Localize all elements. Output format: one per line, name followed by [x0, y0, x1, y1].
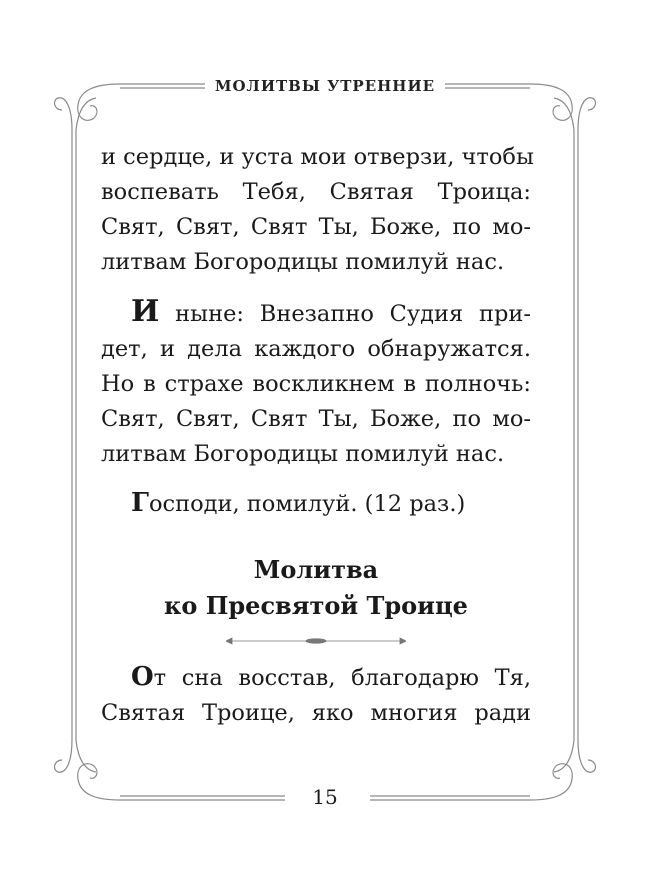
text-fragment: ныне: Внезапно Судия при-	[159, 301, 531, 327]
text-fragment: т сна восстав, благодарю Тя,	[153, 665, 531, 691]
text-line	[101, 660, 531, 696]
text-line: воспевать Тебя, Святая Троица:	[101, 179, 531, 205]
paragraph-2	[101, 294, 531, 472]
text-line: и сердце, и уста мои отверзи, чтобы	[101, 144, 534, 170]
heading-line: ко Пресвятой Троице	[164, 591, 468, 620]
text-line: литвам Богородицы помилуй нас.	[101, 441, 505, 467]
drop-initial: И	[131, 294, 160, 329]
heading-line: Молитва	[253, 555, 379, 584]
divider-ornament	[226, 636, 406, 646]
paragraph-3	[101, 486, 531, 522]
paragraph-1	[101, 140, 534, 280]
page-number: 15	[285, 782, 365, 812]
running-header: МОЛИТВЫ УТРЕННИЕ	[205, 74, 445, 98]
drop-initial: О	[131, 662, 154, 692]
page-body	[101, 140, 534, 731]
text-line: Но в страхе воскликнем в полночь:	[101, 371, 531, 397]
text-line: Свят, Свят, Свят Ты, Боже, по мо-	[101, 214, 531, 240]
text-fragment: осподи, помилуй. (12 раз.)	[148, 491, 466, 517]
text-line: дет, и дела каждого обнаружатся.	[101, 336, 531, 362]
paragraph-4	[101, 660, 531, 731]
drop-initial: Г	[131, 488, 149, 518]
prayer-heading	[101, 552, 531, 624]
text-line: Святая Троице, яко многия ради	[101, 700, 531, 726]
text-line	[101, 294, 531, 332]
text-line: литвам Богородицы помилуй нас.	[101, 249, 505, 275]
text-line: Свят, Свят, Свят Ты, Боже, по мо-	[101, 406, 531, 432]
text-line	[101, 486, 531, 522]
